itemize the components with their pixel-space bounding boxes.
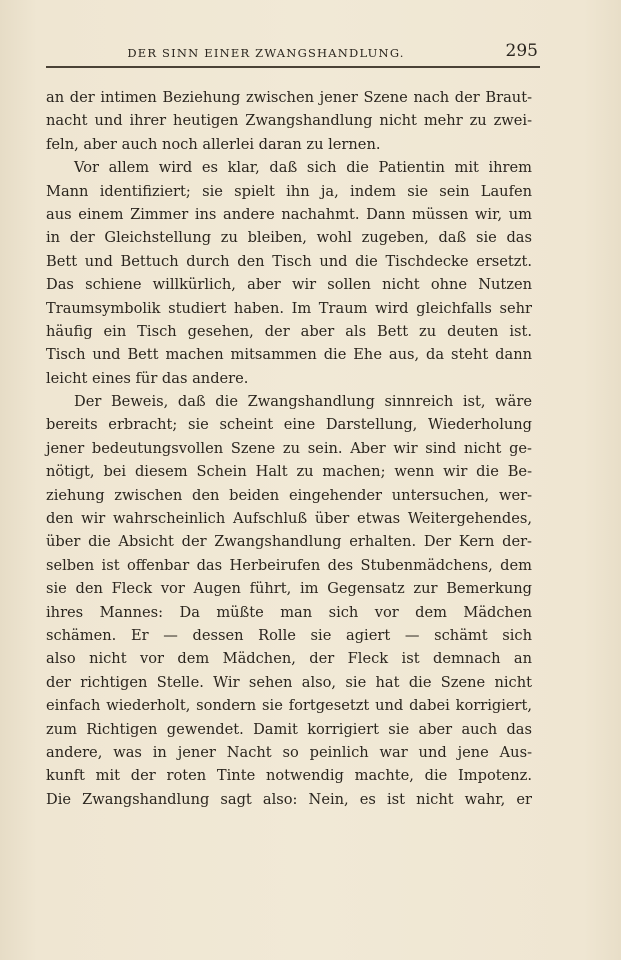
text-line: feln, aber auch noch allerlei daran zu lernen.	[46, 135, 381, 153]
text-line: ihres Mannes: Da müßte man sich vor dem Mädchen	[46, 603, 532, 621]
text-line: schämen. Er — dessen Rolle sie agiert — schämt sich	[46, 626, 532, 644]
text-line: Das schiene willkürlich, aber wir sollen nicht ohne Nutzen	[46, 276, 532, 294]
text-line: aus einem Zimmer ins andere nachahmt. Dann müssen wir, um	[46, 205, 532, 223]
text-line: Der Beweis, daß die Zwangshandlung sinnreich ist, wäre	[74, 393, 532, 411]
text-line: kunft mit der roten Tinte notwendig machte, die Impotenz.	[46, 767, 532, 785]
text-line: nötigt, bei diesem Schein Halt zu machen; wenn wir die Be-	[46, 463, 532, 481]
text-line: Bett und Bettuch durch den Tisch und die Tischdecke ersetzt.	[46, 252, 532, 270]
text-line: Tisch und Bett machen mitsammen die Ehe aus, da steht dann	[46, 346, 532, 364]
body-text	[46, 86, 532, 811]
text-line: Mann identifiziert; sie spielt ihn ja, indem sie sein Laufen	[46, 182, 532, 200]
text-line: in der Gleichstellung zu bleiben, wohl zugeben, daß sie das	[46, 229, 532, 247]
text-line: bereits erbracht; sie scheint eine Darstellung, Wiederholung	[46, 416, 532, 434]
text-line: sie den Fleck vor Augen führt, im Gegensatz zur Bemerkung	[46, 580, 532, 598]
text-line: Traumsymbolik studiert haben. Im Traum wird gleichfalls sehr	[46, 299, 532, 317]
text-line: an der intimen Beziehung zwischen jener Szene nach der Braut-	[46, 89, 532, 106]
page-number: 295	[505, 41, 538, 61]
text-line: Die Zwangshandlung sagt also: Nein, es ist nicht wahr, er	[46, 790, 532, 808]
text-line: jener bedeutungsvollen Szene zu sein. Aber wir sind nicht ge-	[46, 439, 532, 457]
text-line: über die Absicht der Zwangshandlung erhalten. Der Kern der-	[46, 533, 532, 551]
text-line: häufig ein Tisch gesehen, der aber als Bett zu deuten ist.	[46, 322, 532, 340]
text-line: Vor allem wird es klar, daß sich die Patientin mit ihrem	[74, 159, 532, 177]
text-line: ziehung zwischen den beiden eingehender untersuchen, wer-	[46, 486, 532, 504]
text-line: der richtigen Stelle. Wir sehen also, sie hat die Szene nicht	[46, 673, 532, 691]
text-line: den wir wahrscheinlich Aufschluß über etwas Weitergehendes,	[46, 510, 532, 528]
text-line: zum Richtigen gewendet. Damit korrigiert sie aber auch das	[46, 720, 532, 738]
header-rule	[46, 66, 540, 68]
text-line: leicht eines für das andere.	[46, 369, 249, 387]
running-head	[46, 38, 540, 66]
text-line: andere, was in jener Nacht so peinlich war und jene Aus-	[46, 743, 532, 761]
text-line: also nicht vor dem Mädchen, der Fleck ist demnach an	[46, 650, 532, 668]
text-line: selben ist offenbar das Herbeirufen des Stubenmädchens, dem	[46, 556, 532, 574]
text-line: nacht und ihrer heutigen Zwangshandlung nicht mehr zu zwei-	[46, 112, 532, 130]
running-title: DER SINN EINER ZWANGSHANDLUNG.	[127, 46, 405, 60]
text-line: einfach wiederholt, sondern sie fortgesetzt und dabei korrigiert,	[46, 697, 532, 715]
